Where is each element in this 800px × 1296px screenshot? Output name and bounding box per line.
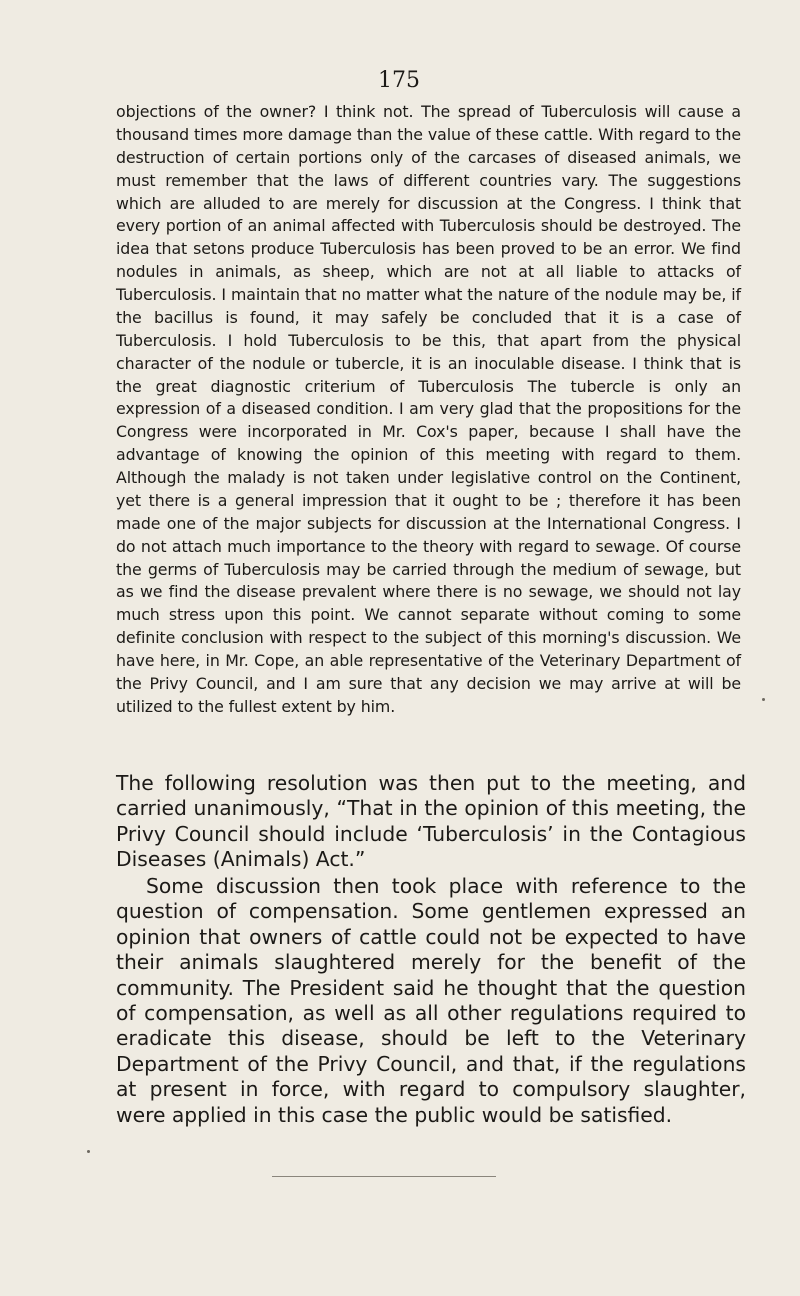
end-rule: [272, 1176, 496, 1177]
page-number: 175: [378, 68, 420, 93]
discussion-paragraph: Some discussion then took place with reference to the question of compensation. Some gentlemen expressed an opinion that owners of cattle could not be expected to have their animals slaughtered merely for the benefit of the community. The President said he thought that the question of compensation, as well as all other regulations required to eradicate this disease, should be left to the Veterinary Department of the Privy Council, and that, if the regulations at present in force, with regard to compulsory slaughter, were applied in this case the public would be satisfied.: [116, 874, 746, 1127]
resolution-paragraph: The following resolution was then put to the meeting, and carried unanimously, “That in the opinion of this meeting, the Privy Council should include ‘Tuberculosis’ in the Contagious Diseases (Animals) Act.”: [116, 771, 746, 872]
margin-speck: [762, 698, 765, 701]
speech-paragraph: objections of the owner? I think not. The spread of Tuberculosis will cause a thousand times more damage than the value of these cattle. With regard to the destruction of certain portions only of the carcases of diseased animals, we must remember that the laws of different countries vary. The suggestions which are alluded to are merely for discussion at the Congress. I think that every portion of an animal affected with Tuberculosis should be destroyed. The idea that setons produce Tuberculosis has been proved to be an error. We find nodules in animals, as sheep, which are not at all liable to attacks of Tuberculosis. I maintain that no matter what the nature of the nodule may be, if the bacillus is found, it may safely be concluded that it is a case of Tuberculosis. I hold Tuberculosis to be this, that apart from the physical character of the nodule or tubercle, it is an inoculable disease. I think that is the great diagnostic criterium of Tuberculosis The tubercle is only an expression of a diseased condition. I am very glad that the propositions for the Congress were incorporated in Mr. Cox's paper, because I shall have the advantage of knowing the opinion of this meeting with regard to them. Although the malady is not taken under legislative control on the Continent, yet there is a general impression that it ought to be ; therefore it has been made one of the major subjects for discussion at the International Congress. I do not attach much importance to the theory with regard to sewage. Of course the germs of Tuberculosis may be carried through the medium of sewage, but as we find the disease prevalent where there is no sewage, we should not lay much stress upon this point. We cannot separate without coming to some definite conclusion with respect to the subject of this morning's discussion. We have here, in Mr. Cope, an able representative of the Veterinary Department of the Privy Council, and I am sure that any decision we may arrive at will be utilized to the fullest extent by him.: [116, 102, 741, 716]
margin-speck: [87, 1150, 90, 1153]
